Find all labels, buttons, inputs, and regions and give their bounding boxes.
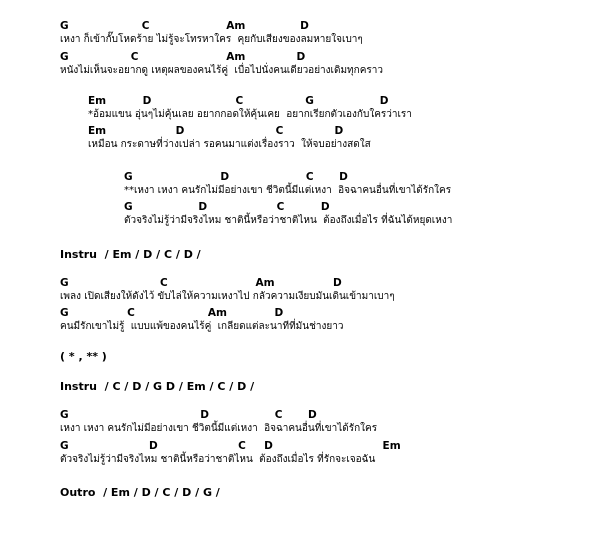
lyric-line: หนังไม่เห็นจะอยากดู เหตุผลของคนไร้คู่ เบื่อไปนั่งคนเดียวอย่างเดิมทุกคราว (60, 65, 383, 76)
lyric-line: ตัวจริงไม่รู้ว่ามีจริงไหม ชาตินี้หรือว่าชาติไหน ต้องถึงเมื่อไร ที่รักจะเจอฉัน (60, 454, 376, 465)
chord-line: G C Am D (60, 277, 342, 289)
chord-line: G D C D (124, 171, 348, 183)
chord-line: G D C D (124, 201, 330, 213)
chord-line: G C Am D (60, 20, 309, 32)
chord-line: Em D C D (88, 125, 344, 137)
lyric-line: เพลง เปิดเสียงให้ดังไว้ ขับไล่ให้ความเหงาไป กลัวความเงียบมันเดินเข้ามาเบาๆ (60, 291, 395, 302)
instrumental-line: Instru / Em / D / C / D / (60, 248, 201, 261)
lyric-line: เหมือน กระดาษที่ว่างเปล่า รอคนมาแต่งเรื่องราว ให้จบอย่างสดใส (88, 139, 371, 150)
lyric-line: *อ้อมแขน อุ่นๆไม่คุ้นเลย อยากกอดให้คุ้นเคย อยากเรียกตัวเองกับใครว่าเรา (88, 109, 412, 120)
lyric-line: ตัวจริงไม่รู้ว่ามีจริงไหม ชาตินี้หรือว่าชาติไหน ต้องถึงเมื่อไร ที่ฉันได้หยุดเหงา (124, 215, 453, 226)
lyric-line: **เหงา เหงา คนรักไม่มีอย่างเขา ชีวิตนี้มีแต่เหงา อิจฉาคนอื่นที่เขาได้รักใคร (124, 185, 452, 196)
outro-line: Outro / Em / D / C / D / G / (60, 486, 220, 499)
chord-line: G C Am D (60, 307, 284, 319)
chord-line: G C Am D (60, 51, 306, 63)
lyric-line: คนมีรักเขาไม่รู้ แบบแพ้ของคนไร้คู่ เกลียดแต่ละนาทีที่มันช่างยาว (60, 321, 344, 332)
repeat-marker: ( * , ** ) (60, 350, 107, 363)
chord-line: G D C D Em (60, 440, 401, 452)
lyric-line: เหงา เหงา คนรักไม่มีอย่างเขา ชีวิตนี้มีแต่เหงา อิจฉาคนอื่นที่เขาได้รักใคร (60, 423, 378, 434)
chord-line: G D C D (60, 409, 317, 421)
lyric-line: เหงา ก็เข้ากั๊บโหดร้าย ไม่รู้จะโทรหาใคร คุยกับเสียงของลมหายใจเบาๆ (60, 34, 363, 45)
chord-line: Em D C G D (88, 95, 389, 107)
instrumental-line: Instru / C / D / G D / Em / C / D / (60, 380, 255, 393)
